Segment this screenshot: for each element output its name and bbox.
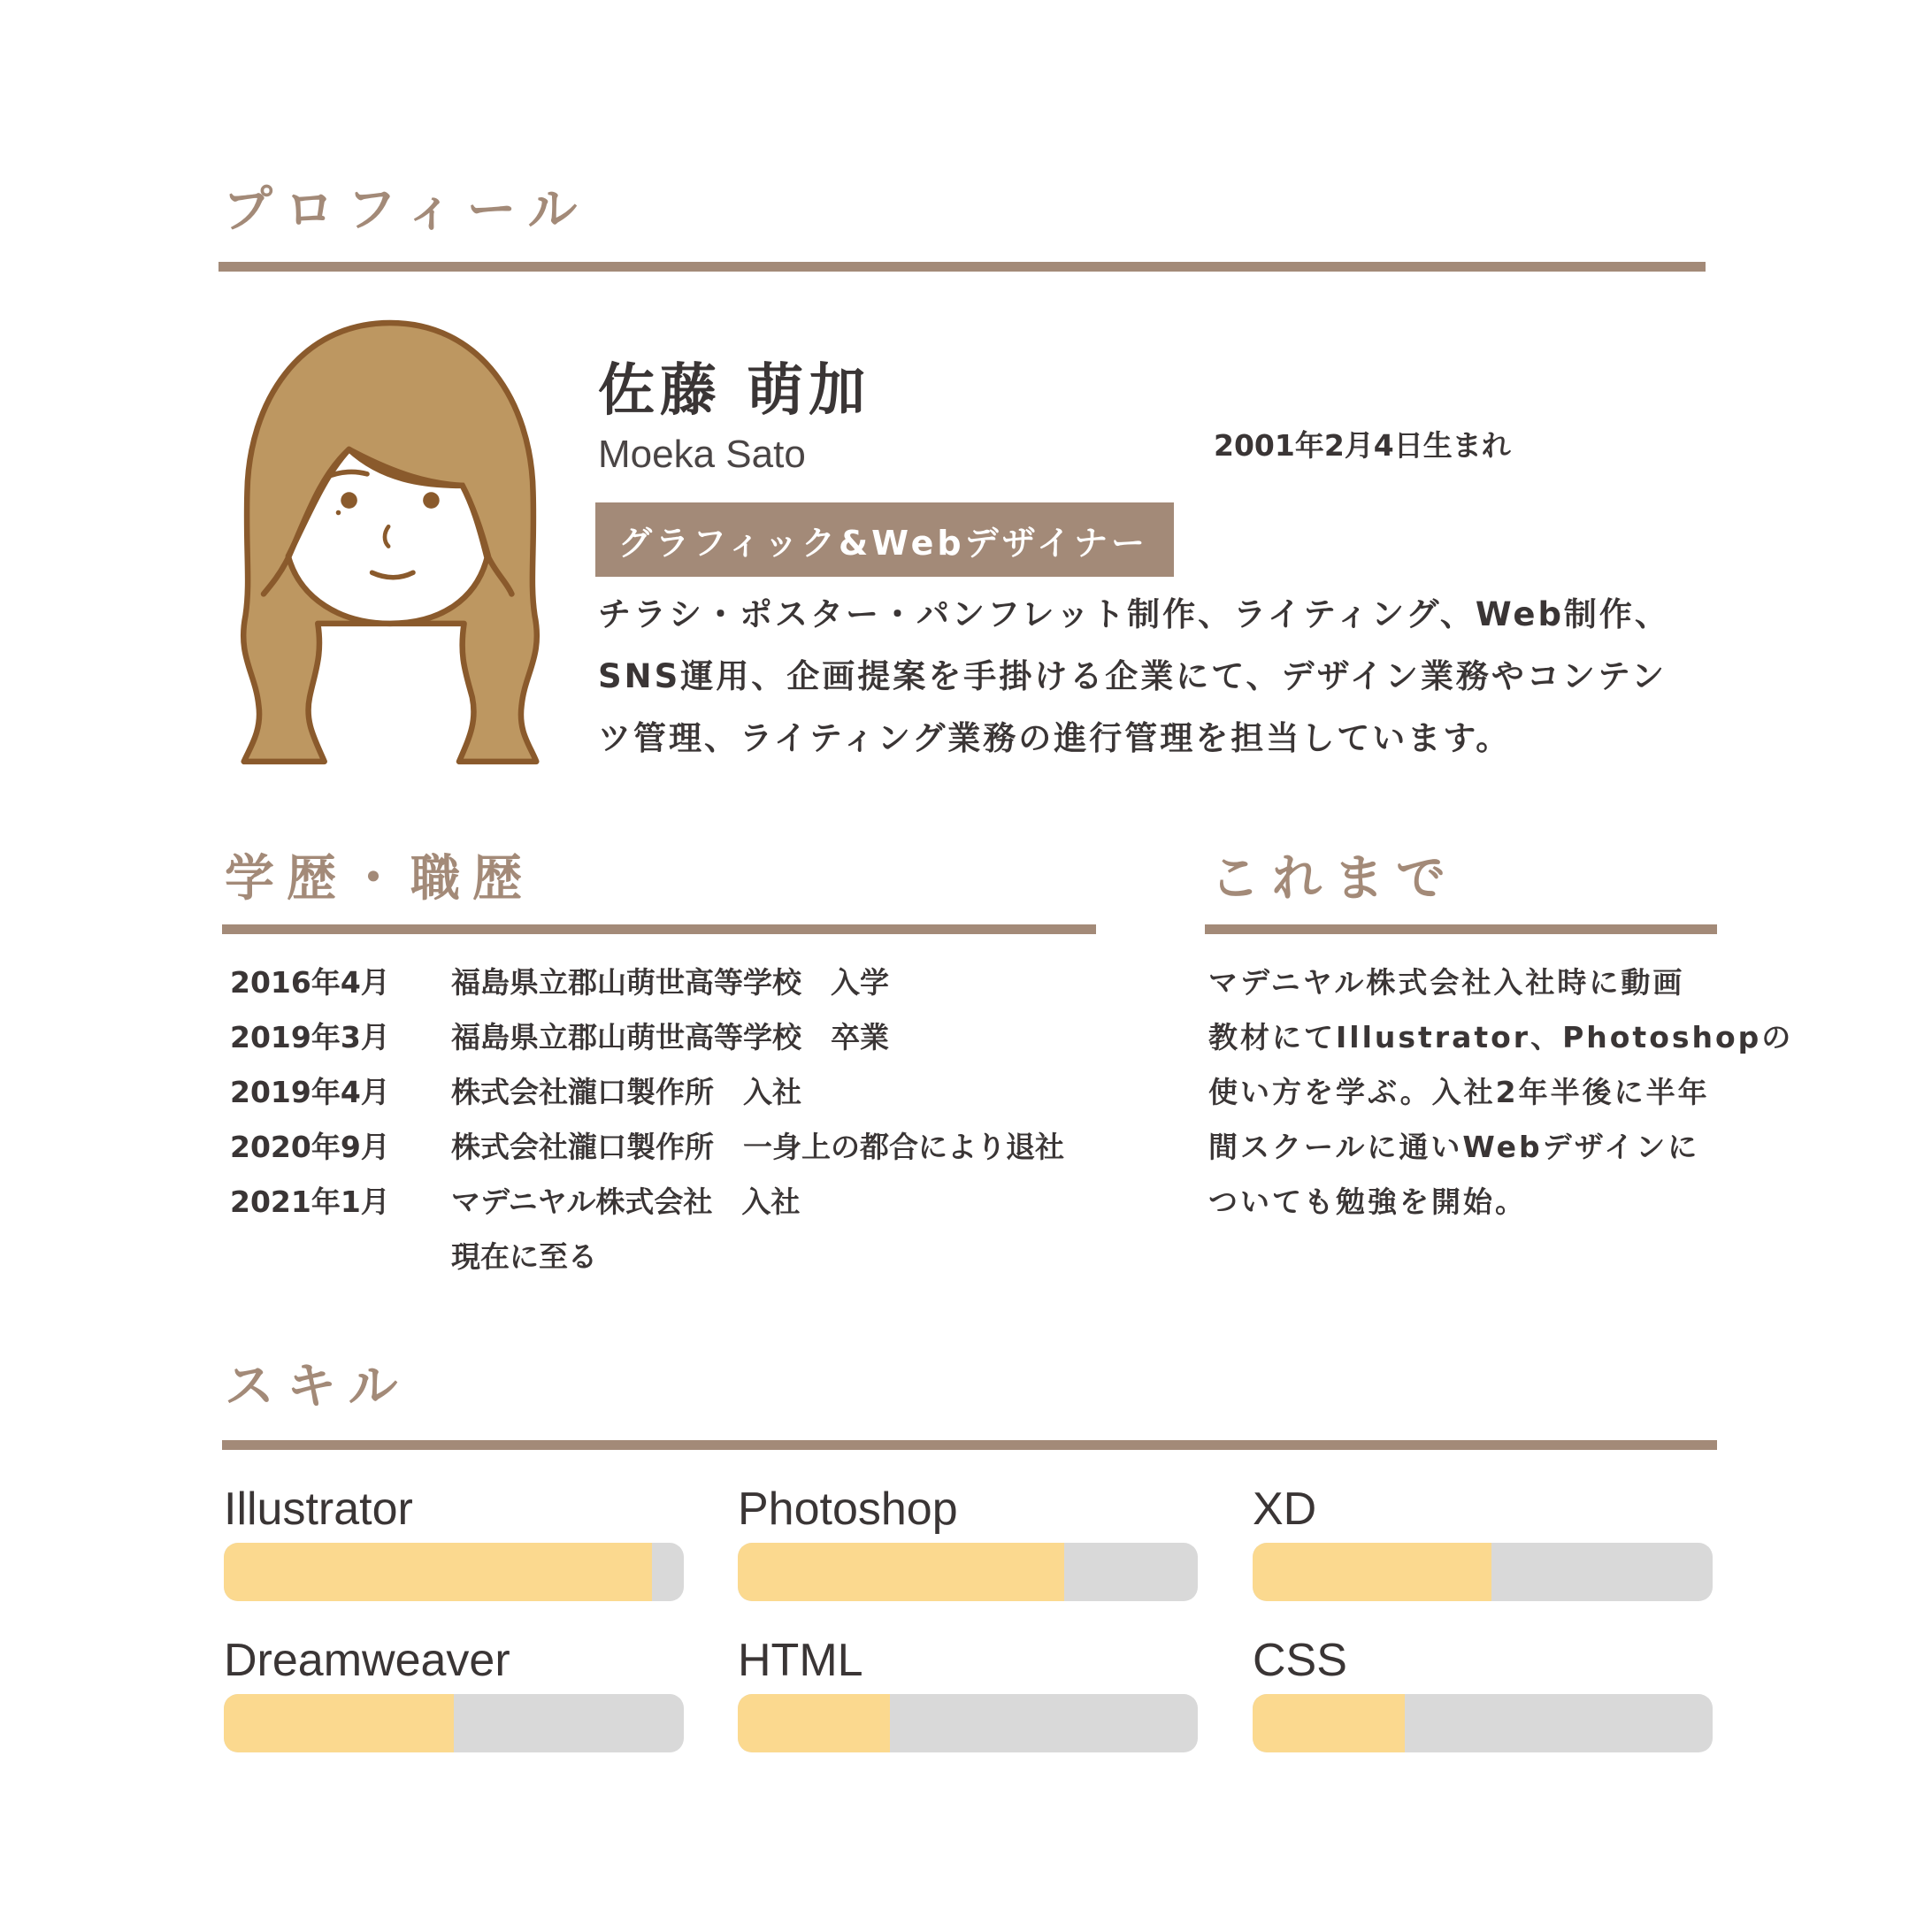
avatar bbox=[226, 311, 555, 771]
skill-illustrator bbox=[224, 1484, 684, 1535]
history-date: 2019年3月 bbox=[230, 1020, 390, 1054]
skill-progress-track bbox=[224, 1543, 684, 1601]
history-event: 福島県立郡山萌世高等学校 入学 bbox=[451, 965, 889, 1000]
history-event: 福島県立郡山萌世高等学校 卒業 bbox=[451, 1020, 889, 1054]
story-line: マデニヤル株式会社入社時に動画 bbox=[1208, 965, 1685, 1000]
story-section-title: これまで bbox=[1210, 850, 1458, 908]
history-date: 2016年4月 bbox=[230, 965, 390, 1000]
woman-avatar-icon bbox=[226, 311, 555, 771]
skill-progress-fill bbox=[1253, 1694, 1405, 1752]
skill-xd bbox=[1253, 1484, 1713, 1535]
skill-progress-fill bbox=[1253, 1543, 1491, 1601]
history-event: 株式会社瀧口製作所 入社 bbox=[451, 1075, 801, 1109]
skill-progress-track bbox=[738, 1543, 1198, 1601]
skill-progress-track bbox=[1253, 1694, 1713, 1752]
skills-section-title: スキル bbox=[225, 1358, 410, 1415]
skill-photoshop bbox=[738, 1484, 1198, 1535]
history-event: 現在に至る bbox=[451, 1239, 597, 1274]
description-line: チラシ・ポスター・パンフレット制作、ライティング、Web制作、 bbox=[598, 595, 1670, 633]
story-line: ついても勉強を開始。 bbox=[1208, 1184, 1527, 1219]
skill-progress-track bbox=[224, 1694, 684, 1752]
history-date: 2021年1月 bbox=[230, 1184, 390, 1219]
story-line: 間スクールに通いWebデザインに bbox=[1208, 1130, 1700, 1164]
skill-label: Photoshop bbox=[738, 1484, 958, 1535]
story-line: 教材にてIllustrator、Photoshopの bbox=[1208, 1020, 1794, 1054]
skill-progress-track bbox=[738, 1694, 1198, 1752]
skill-progress-fill bbox=[738, 1694, 890, 1752]
full-name-kanji: 佐藤 萌加 bbox=[598, 358, 871, 424]
birth-date: 2001年2月4日生まれ bbox=[1214, 428, 1511, 463]
history-event: マデニヤル株式会社 入社 bbox=[451, 1184, 801, 1219]
story-text bbox=[1208, 955, 1794, 1230]
story-line: 使い方を学ぶ。入社2年半後に半年 bbox=[1208, 1075, 1710, 1109]
skill-label: Dreamweaver bbox=[224, 1635, 510, 1686]
skill-dreamweaver bbox=[224, 1635, 684, 1686]
skill-html bbox=[738, 1635, 1198, 1686]
profile-description bbox=[598, 584, 1721, 770]
role-badge-label: グラフィック&Webデザイナー bbox=[618, 523, 1148, 563]
skill-progress-track bbox=[1253, 1543, 1713, 1601]
skill-progress-fill bbox=[738, 1543, 1064, 1601]
history-divider bbox=[222, 924, 1096, 934]
skill-label: HTML bbox=[738, 1635, 863, 1686]
role-badge bbox=[595, 502, 1174, 577]
history-table bbox=[230, 965, 1115, 1322]
history-event: 株式会社瀧口製作所 一身上の都合により退社 bbox=[451, 1130, 1064, 1164]
history-date: 2020年9月 bbox=[230, 1130, 390, 1164]
description-line: ツ管理、ライティング業務の進行管理を担当しています。 bbox=[598, 719, 1512, 757]
skill-progress-fill bbox=[224, 1543, 652, 1601]
history-date: 2019年4月 bbox=[230, 1075, 390, 1109]
history-section-title: 学歴・職歴 bbox=[225, 850, 534, 908]
story-divider bbox=[1205, 924, 1717, 934]
description-line: SNS運用、企画提案を手掛ける企業にて、デザイン業務やコンテン bbox=[598, 657, 1668, 695]
profile-divider bbox=[218, 262, 1706, 272]
skill-label: XD bbox=[1253, 1484, 1317, 1535]
profile-section-title: プロフィール bbox=[223, 181, 590, 239]
skills-divider bbox=[222, 1440, 1717, 1450]
full-name-roman: Moeka Sato bbox=[598, 433, 806, 476]
skill-progress-fill bbox=[224, 1694, 454, 1752]
skill-label: Illustrator bbox=[224, 1484, 413, 1535]
skill-css bbox=[1253, 1635, 1713, 1686]
skill-label: CSS bbox=[1253, 1635, 1347, 1686]
